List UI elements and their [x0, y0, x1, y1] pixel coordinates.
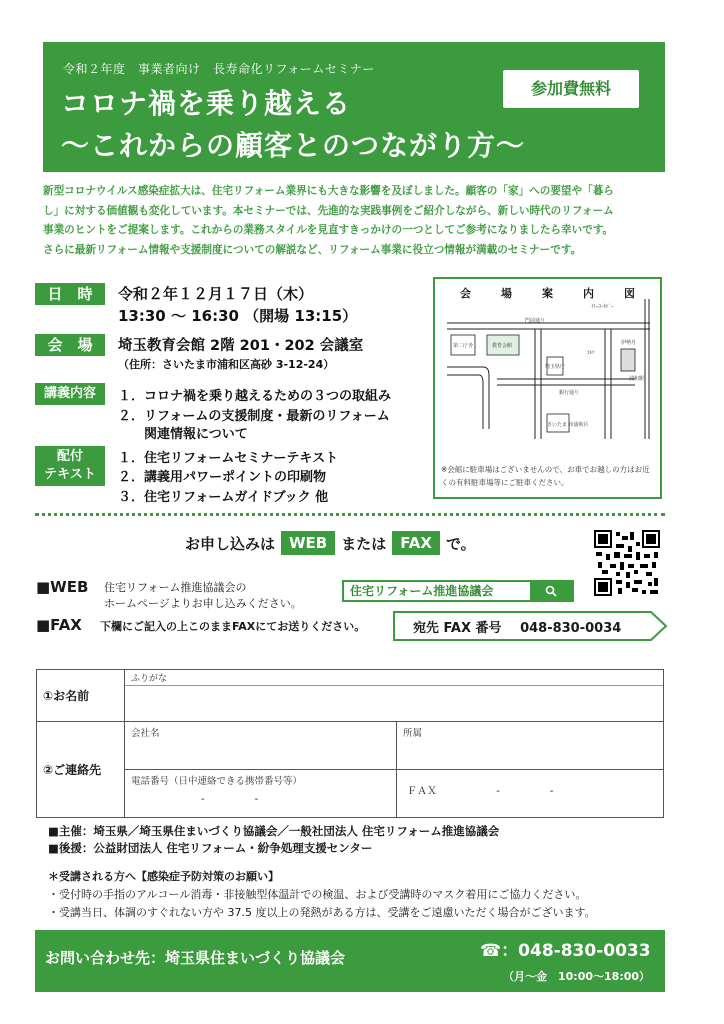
note-item: ・受講当日、体調のすぐれない方や 37.5 度以上の発熱がある方は、受講をご遠慮いただく場合がございます。 [48, 906, 596, 919]
search-input[interactable]: 住宅リフォーム推進協議会 [350, 584, 494, 598]
title-line-1: コロナ禍を乗り越える [61, 87, 352, 120]
contact-footer [35, 930, 665, 992]
name-label: ①お名前 [37, 670, 125, 722]
text-item: ３．住宅リフォームガイドブック 他 [118, 490, 329, 505]
lecture-item: １．コロナ禍を乗り越えるための３つの取組み [118, 389, 392, 404]
map-label: 伊勢丹 [621, 340, 637, 346]
map-label: 第二庁舎 [453, 343, 474, 349]
parking-note: ※会館に駐車場はございませんので、お車でお越しの方はお近くの有料駐車場等にご駐車ください。 [441, 465, 650, 487]
attendee-notes [48, 868, 596, 922]
venue-address: （住所：さいたま市浦和区高砂 3-12-24） [118, 358, 335, 371]
map-label: 教育会館 [492, 343, 513, 349]
phone-dashes: - - [201, 794, 259, 805]
map-label: 浦和駅 [629, 376, 645, 382]
apply-suffix: で。 [445, 534, 476, 553]
contact-tel: ☎：048-830-0033 [480, 941, 651, 961]
intro-line: 事業のヒントをご提案します。これからの業務スタイルを見直すきっかけの一つとしてご参考になりましたら幸いです。 [43, 224, 614, 236]
lecture-item: 関連情報について [118, 427, 248, 442]
contact-title: お問い合わせ先：埼玉県住まいづくり協議会 [45, 949, 346, 967]
fax-field-label: ＦＡＸ [407, 786, 437, 797]
intro-text [43, 182, 673, 260]
map-title-char: 会 [460, 287, 471, 300]
application-form [36, 669, 664, 818]
apply-prefix: お申し込みは [185, 534, 276, 553]
name-field[interactable] [125, 670, 664, 722]
contact-hours: （月～金 10:00～18:00） [503, 970, 651, 983]
map-title-char: 場 [501, 287, 512, 300]
section-divider [35, 513, 665, 516]
note-item: ・受付時の手指のアルコール消毒・非接触型体温計での検温、および受講時のマスク着用にご協力ください。 [48, 888, 587, 901]
map-label: 門前通り [525, 318, 546, 324]
fax-field[interactable] [397, 770, 664, 818]
host-line: ■主催：埼玉県／埼玉県住まいづくり協議会／一般社団法人 住宅リフォーム推進協議会 [48, 824, 500, 838]
furigana-label: ふりがな [125, 670, 663, 686]
texts-label-line: テキスト [44, 467, 96, 482]
map-label: 銀行通り [559, 390, 580, 396]
qr-code-icon[interactable] [594, 530, 660, 596]
fax-destination [393, 611, 668, 641]
event-date: 令和２年１２月１７日（木） [118, 285, 314, 303]
date-label: 日 時 [35, 283, 105, 305]
map-label: さいたま 市浦和区 [547, 422, 589, 428]
phone-label: 電話番号（日中連絡できる携帯番号等） [131, 776, 303, 787]
notes-heading: ＊受講される方へ【感染症予防対策のお願い】 [48, 870, 279, 883]
web-instruction-line: ホームページよりお申し込みください。 [104, 597, 302, 610]
text-item: １．住宅リフォームセミナーテキスト [118, 451, 339, 466]
fax-dest-label: 宛先 FAX 番号 [413, 621, 502, 636]
support-line: ■後援：公益財団法人 住宅リフォーム・紛争処理支援センター [48, 841, 373, 855]
contact-label: ②ご連絡先 [37, 722, 125, 818]
texts-label-line: 配付 [56, 449, 83, 464]
map-title-char: 案 [542, 287, 553, 300]
intro-line: 新型コロナウイルス感染症拡大は、住宅リフォーム業界にも大きな影響を及ぼしました。顧客の「家」への要望や「暮ら [43, 185, 614, 197]
map-label: 埼玉県庁 [545, 364, 566, 370]
fax-label: ■FAX [36, 616, 82, 634]
fax-instructions: 下欄にご記入の上このままFAXにてお送りください。 [100, 620, 366, 633]
lecture-label: 講義内容 [35, 383, 105, 405]
texts-label [35, 446, 105, 486]
venue-map [433, 277, 662, 499]
fax-dest-number: 048-830-0034 [520, 621, 622, 636]
sponsors [48, 823, 499, 857]
lecture-item: ２．リフォームの支援制度・最新のリフォーム [118, 409, 390, 424]
apply-fax-badge: FAX [392, 531, 440, 555]
search-button[interactable] [530, 582, 572, 600]
apply-web-badge: WEB [281, 531, 335, 555]
intro-line: さらに最新リフォーム情報や支援制度についての解説など、リフォーム事業に役立つ情報が満載のセミナーです。 [43, 243, 582, 256]
map-title-char: 内 [583, 287, 594, 300]
web-instructions [104, 580, 302, 612]
map-label: ｲﾄｰﾖｰｶﾄﾞｰ [591, 304, 614, 310]
web-label: ■WEB [36, 578, 89, 596]
fax-field-content [397, 770, 663, 797]
fax-destination-text [413, 617, 621, 636]
fax-dashes: - - [496, 786, 554, 797]
company-field[interactable] [125, 722, 397, 770]
apply-middle: または [341, 534, 387, 553]
apply-heading [185, 528, 476, 558]
venue-label: 会 場 [35, 334, 105, 356]
web-instruction-line: 住宅リフォーム推進協議会の [104, 581, 247, 594]
dept-label: 所属 [403, 728, 423, 739]
event-time: 13:30 ～ 16:30 （開場 13:15） [118, 307, 358, 325]
header-banner [43, 42, 665, 172]
search-icon [545, 585, 557, 597]
search-box[interactable] [342, 580, 574, 602]
free-admission-badge: 参加費無料 [503, 70, 639, 108]
map-title-char: 図 [624, 287, 635, 300]
company-label: 会社名 [131, 728, 160, 739]
phone-field[interactable] [125, 770, 397, 818]
intro-line: し」に対する価値観も変化しています。本セミナーでは、先進的な実践事例をご紹介しながら、新しい時代のリフォーム [43, 204, 614, 217]
dept-field[interactable] [397, 722, 664, 770]
title-line-2: ～これからの顧客とのつながり方～ [61, 129, 526, 162]
seminar-subtitle: 令和２年度 事業者向け 長寿命化リフォームセミナー [63, 62, 375, 76]
venue-name: 埼玉教育会館 2階 201・202 会議室 [118, 338, 364, 354]
text-item: ２．講義用パワーポイントの印刷物 [118, 470, 327, 485]
map-label: ｺﾙｿ [587, 350, 595, 356]
